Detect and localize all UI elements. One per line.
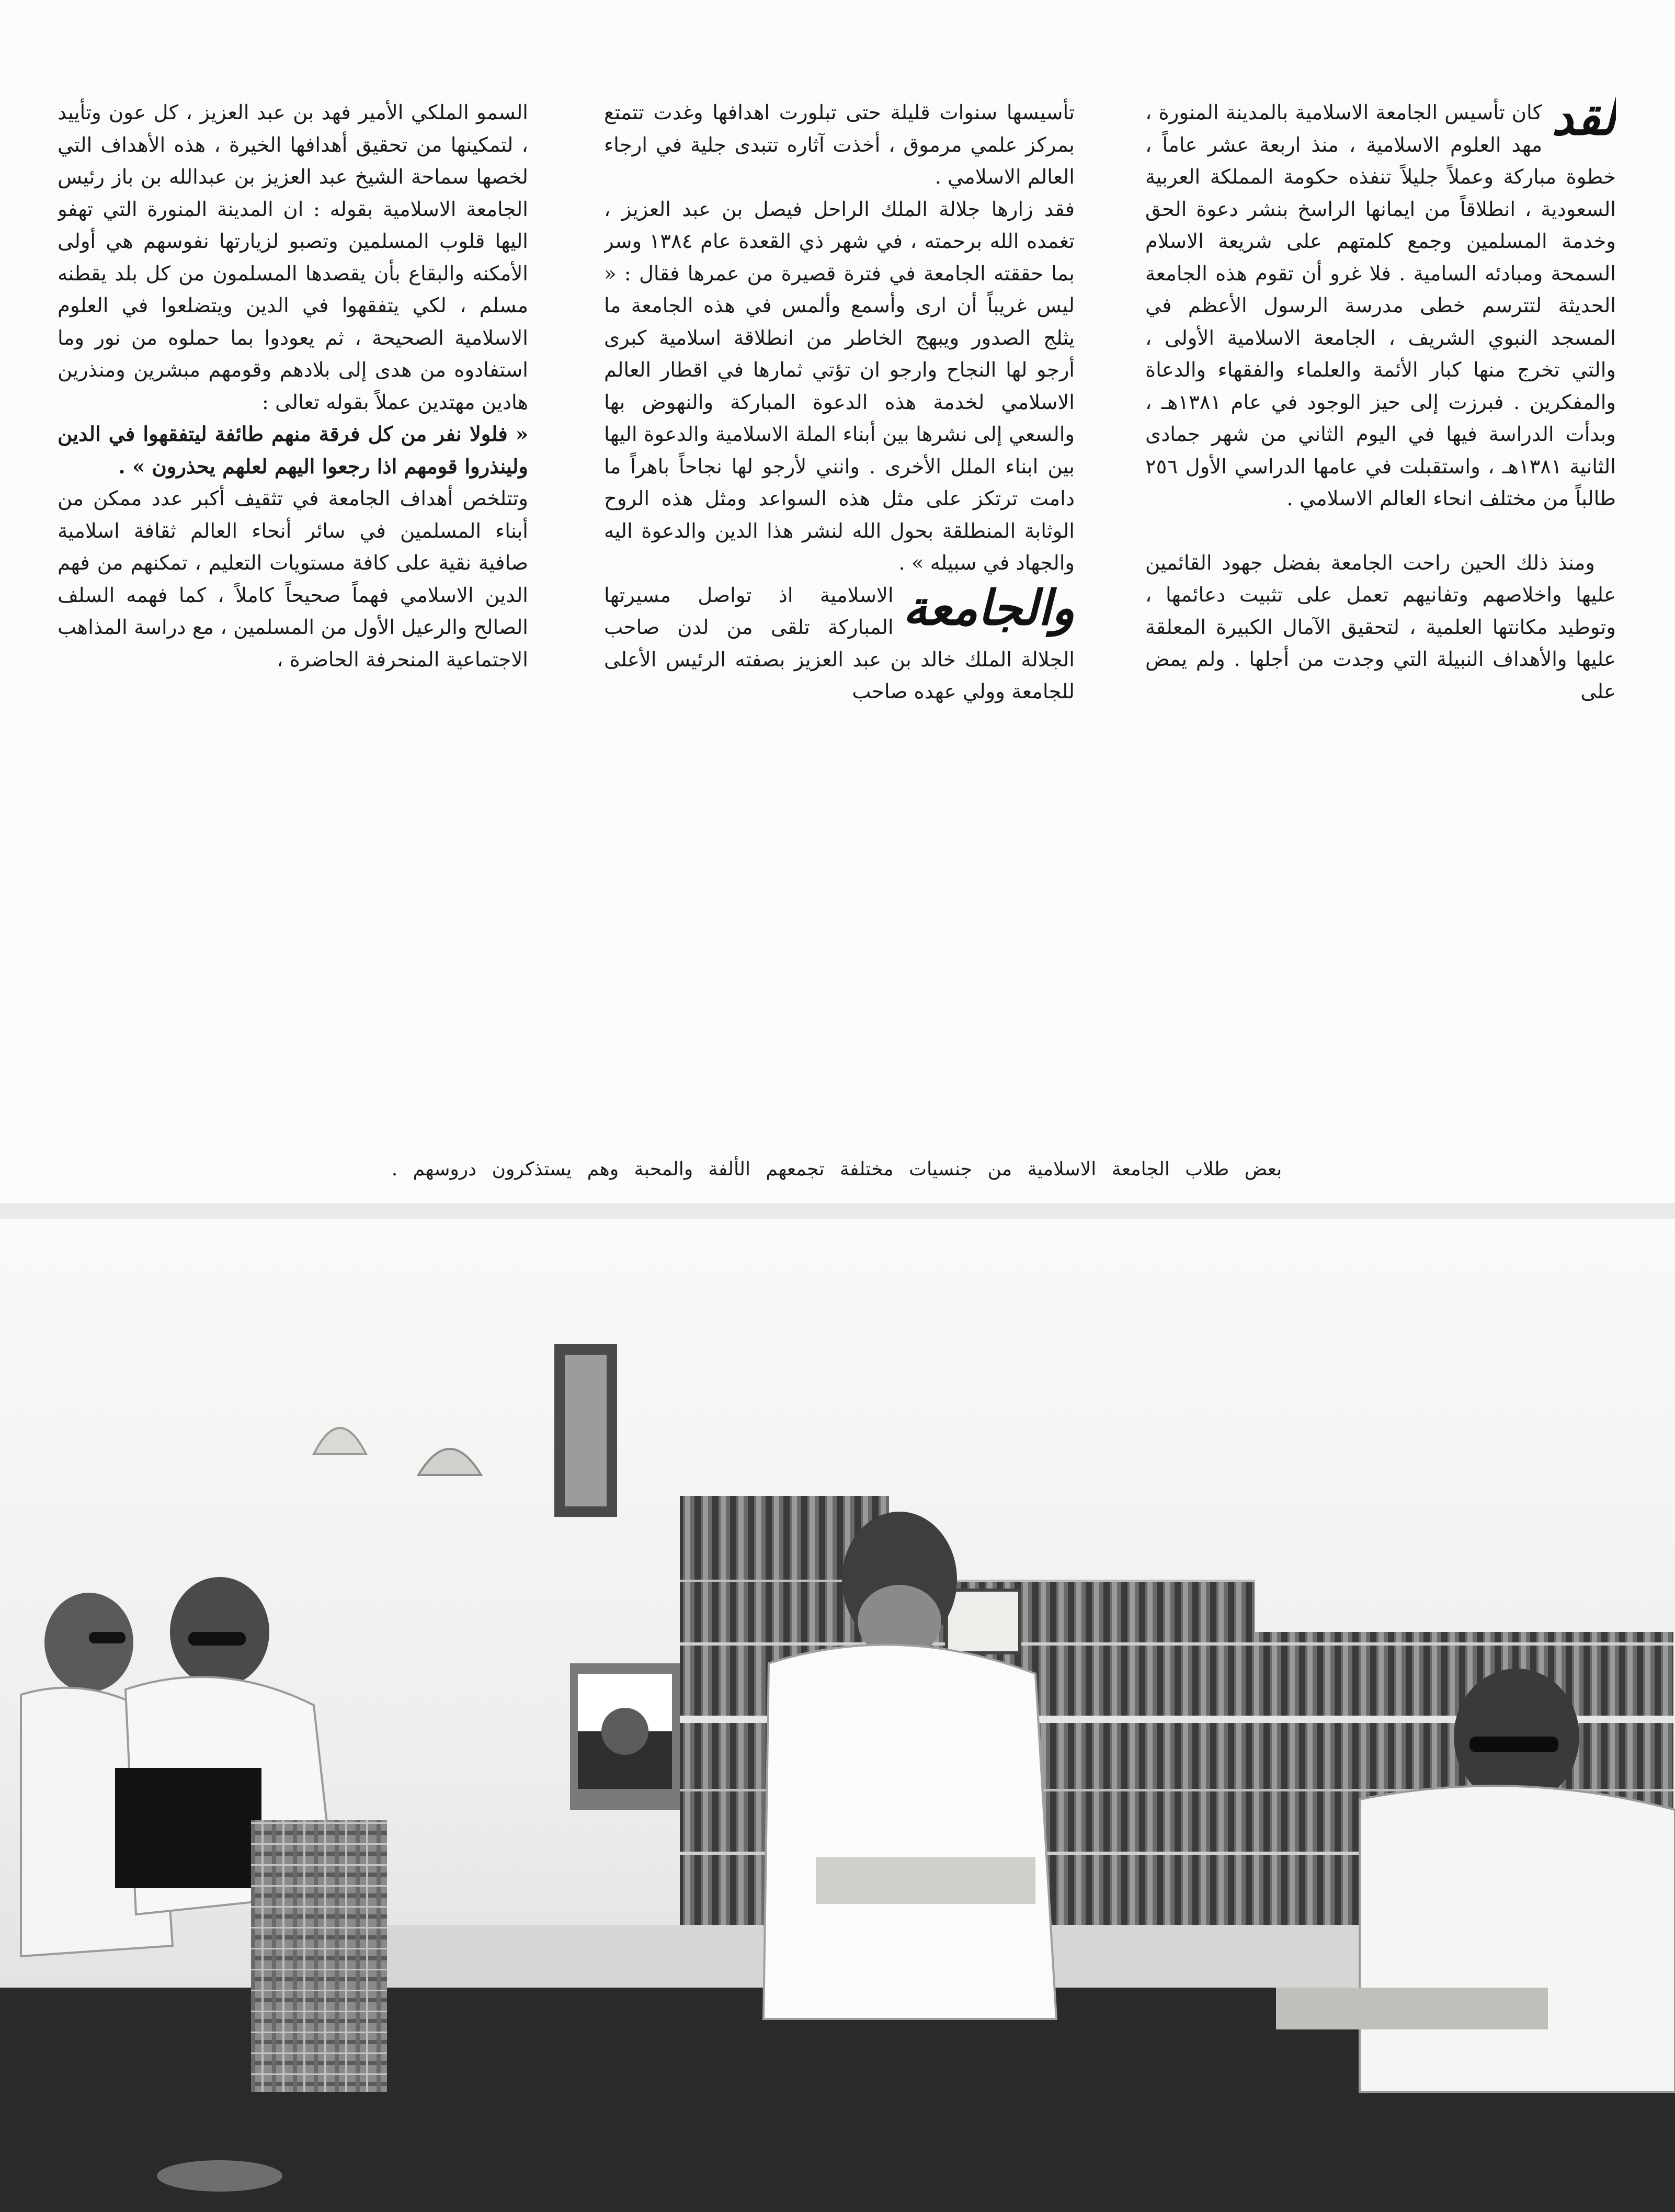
paragraph-gap: [1145, 515, 1616, 547]
students-photo-illustration: [0, 1203, 1675, 2212]
dropcap-section: والجامعة: [903, 579, 1075, 636]
article-column-2: [604, 97, 1075, 1054]
article-body: [58, 97, 1616, 1054]
article-column-1: [1145, 97, 1616, 1054]
paragraph: تأسيسها سنوات قليلة حتى تبلورت اهدافها وغدت تتمتع بمركز علمي مرموق ، أخذت آثاره تتبدى جلية في ارجاء العالم الاسلامي .: [604, 101, 1075, 189]
dropcap-opening: لقد: [1552, 97, 1616, 146]
paragraph: فقد زارها جلالة الملك الراحل فيصل بن عبد العزيز ، تغمده الله برحمته ، في شهر ذي القعدة عام ١٣٨٤ وسر بما حققته الجامعة في فترة قصيرة من عمرها فقال : « ليس غريباً أن ارى وأسمع وألمس في هذه الجامعة ما يثلج الصدور ويبهج الخاطر من انطلاقة اسلامية كبرى أرجو لها النجاح وارجو ان تؤتي ثمارها في اقطار العالم الاسلامي لخدمة هذه الدعوة المباركة والنهوض بها والسعي إلى نشرها بين أبناء الملة الاسلامية والدعوة اليها بين ابناء الملل الأخرى . وانني لأرجو لها نجاحاً باهراً ما دامت ترتكز على مثل هذه السواعد ومثل هذه الروح الوثابة المنطلقة بحول الله لنشر هذا الدين والدعوة اليه والجهاد في سبيله » .: [604, 197, 1075, 575]
paragraph: وتتلخص أهداف الجامعة في تثقيف أكبر عدد ممكن من أبناء المسلمين في سائر أنحاء العالم ثقافة اسلامية صافية نقية على كافة مستويات التعليم ، تمكنهم من فهم الدين الاسلامي فهماً صحيحاً كاملاً ، كما فهمه السلف الصالح والرعيل الأول من المسلمين ، مع دراسة المذاهب الاجتماعية المنحرفة الحاضرة ،: [58, 487, 528, 672]
students-photo: [0, 1203, 1675, 2212]
quran-quote: « فلولا نفر من كل فرقة منهم طائفة ليتفقهوا في الدين ولينذروا قومهم اذا رجعوا اليهم لعلهم يحذرون » .: [58, 423, 528, 479]
paragraph: السمو الملكي الأمير فهد بن عبد العزيز ، كل عون وتأييد ، لتمكينها من تحقيق أهدافها الخيرة ، هذه الأهداف التي لخصها سماحة الشيخ عبد العزيز بن عبدالله بن باز رئيس الجامعة الاسلامية بقوله : ان المدينة المنورة التي تهفو اليها قلوب المسلمين وتصبو لزيارتها نفوسهم هي أولى الأمكنه والبقاع بأن يقصدها المسلمون من كل بلد يقطنه مسلم ، لكي يتفقهوا في الدين ويتضلعوا في العلوم الاسلامية الصحيحة ، ثم يعودوا بما حملوه من نور وما استفادوه من هدى إلى بلادهم وقومهم مبشرين ومنذرين هادين مهتدين عملاً بقوله تعالى :: [58, 101, 528, 414]
paragraph: الاسلامية اذ تواصل مسيرتها المباركة تلقى من لدن صاحب الجلالة الملك خالد بن عبد العزيز بصفته الرئيس الأعلى للجامعة وولي عهده صاحب: [604, 583, 1075, 704]
article-column-3: [58, 97, 528, 1054]
paragraph: كان تأسيس الجامعة الاسلامية بالمدينة المنورة ، مهد العلوم الاسلامية ، منذ اربعة عشر عاماً ، خطوة مباركة وعملاً جليلاً تنفذه حكومة المملكة العربية السعودية ، انطلاقاً من ايمانها الراسخ بنشر دعوة الحق وخدمة المسلمين وجمع كلمتهم على شريعة الاسلام السمحة ومبادئه السامية . فلا غرو أن تقوم هذه الجامعة الحديثة لتترسم خطى مدرسة الرسول الأعظم في المسجد النبوي الشريف ، الجامعة الاسلامية الأولى ، والتي تخرج منها كبار الأئمة والعلماء والفقهاء والدعاة والمفكرين . فبرزت إلى حيز الوجود في عام ١٣٨١هـ ، وبدأت الدراسة فيها في اليوم الثاني من شهر جمادى الثانية ١٣٨١هـ ، واستقبلت في عامها الدراسي الأول ٢٥٦ طالباً من مختلف انحاء العالم الاسلامي .: [1145, 101, 1616, 511]
photo-caption: بعض طلاب الجامعة الاسلامية من جنسيات مختلفة تجمعهم الألفة والمحبة وهم يستذكرون دروسهم .: [391, 1159, 1282, 1180]
paragraph: ومنذ ذلك الحين راحت الجامعة بفضل جهود القائمين عليها واخلاصهم وتفانيهم تعمل على تثبيت دعائمها ، وتوطيد مكانتها العلمية ، لتحقيق الآمال الكبيرة المعلقة عليها والأهداف النبيلة التي وجدت من أجلها . ولم يمض على: [1145, 551, 1616, 704]
